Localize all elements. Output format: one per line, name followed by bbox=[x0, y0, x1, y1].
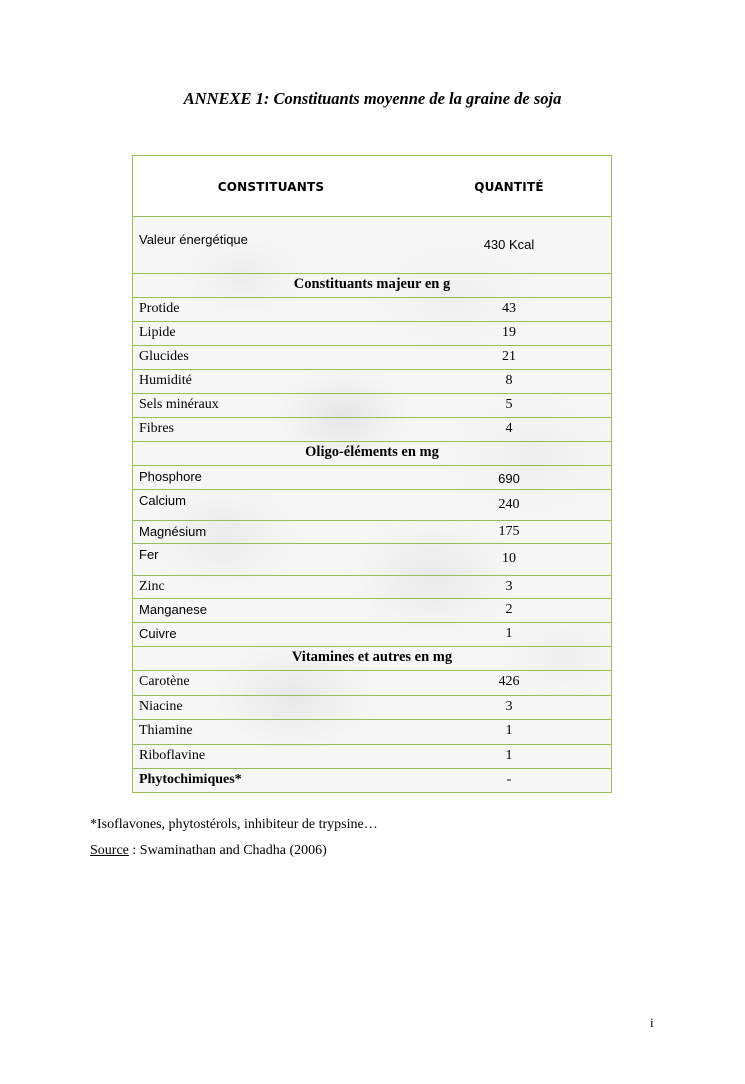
row-value: 175 bbox=[498, 524, 520, 539]
table-row bbox=[133, 745, 611, 769]
table-row bbox=[133, 544, 611, 576]
source-label: Source bbox=[90, 843, 129, 858]
row-label: Lipide bbox=[139, 325, 176, 340]
table-row bbox=[133, 370, 611, 394]
row-value: 1 bbox=[505, 626, 513, 641]
table-row bbox=[133, 322, 611, 346]
section-row bbox=[133, 442, 611, 466]
table-row bbox=[133, 576, 611, 599]
row-label: Sels minéraux bbox=[139, 397, 219, 412]
table-row bbox=[133, 346, 611, 370]
row-value: 1 bbox=[505, 748, 513, 763]
row-label: Humidité bbox=[139, 373, 192, 388]
row-value: 1 bbox=[505, 723, 513, 738]
row-value: 690 bbox=[498, 471, 520, 486]
row-label: Thiamine bbox=[139, 723, 193, 738]
row-label: Cuivre bbox=[139, 626, 177, 641]
row-label: Zinc bbox=[139, 579, 165, 594]
table-row bbox=[133, 769, 611, 793]
table-row bbox=[133, 599, 611, 623]
row-value: 43 bbox=[502, 301, 516, 316]
row-value: 19 bbox=[502, 325, 516, 340]
energy-row bbox=[133, 216, 611, 274]
table-row bbox=[133, 521, 611, 544]
row-value: 21 bbox=[502, 349, 516, 364]
constituents-table bbox=[132, 155, 612, 793]
table-row bbox=[133, 720, 611, 745]
table-row bbox=[133, 696, 611, 720]
row-label: Manganese bbox=[139, 602, 207, 617]
table-row bbox=[133, 490, 611, 521]
row-label: Fibres bbox=[139, 421, 174, 436]
row-value: 2 bbox=[505, 602, 513, 617]
table-row bbox=[133, 623, 611, 647]
row-label: Carotène bbox=[139, 674, 190, 689]
row-label: Protide bbox=[139, 301, 180, 316]
page-number: i bbox=[650, 1015, 654, 1030]
table-row bbox=[133, 298, 611, 322]
row-value: 4 bbox=[505, 421, 513, 436]
row-label: Glucides bbox=[139, 349, 189, 364]
row-label: Riboflavine bbox=[139, 748, 206, 763]
table-row bbox=[133, 671, 611, 696]
section-row bbox=[133, 274, 611, 298]
row-value: 10 bbox=[502, 551, 516, 566]
row-value: 240 bbox=[498, 497, 520, 512]
table-row bbox=[133, 418, 611, 442]
row-label: Phosphore bbox=[139, 469, 202, 484]
table-row bbox=[133, 466, 611, 490]
row-label: Fer bbox=[139, 547, 159, 562]
section-title: Oligo-éléments en mg bbox=[305, 444, 439, 460]
row-value: 426 bbox=[498, 674, 520, 689]
row-value: 5 bbox=[505, 397, 513, 412]
row-value: 8 bbox=[505, 373, 513, 388]
row-label: Magnésium bbox=[139, 524, 207, 539]
table-row bbox=[133, 394, 611, 418]
row-value: 3 bbox=[505, 579, 513, 594]
row-value: - bbox=[506, 772, 512, 787]
section-title: Constituants majeur en g bbox=[293, 276, 451, 292]
page-title: ANNEXE 1: Constituants moyenne de la graine de soja bbox=[183, 89, 562, 108]
source-text: : Swaminathan and Chadha (2006) bbox=[128, 843, 327, 858]
row-label: Calcium bbox=[139, 493, 186, 508]
header-constituants: CONSTITUANTS bbox=[217, 180, 325, 194]
source-line bbox=[90, 843, 327, 859]
table-header bbox=[133, 156, 611, 217]
section-row bbox=[133, 647, 611, 671]
energy-value: 430 Kcal bbox=[483, 237, 535, 252]
row-label: Phytochimiques* bbox=[139, 772, 242, 787]
section-title: Vitamines et autres en mg bbox=[291, 649, 453, 665]
row-label: Niacine bbox=[139, 699, 183, 714]
row-value: 3 bbox=[505, 699, 513, 714]
energy-label: Valeur énergétique bbox=[139, 232, 248, 247]
footnote: *Isoflavones, phytostérols, inhibiteur de trypsine… bbox=[90, 817, 378, 832]
header-quantite: QUANTITÉ bbox=[474, 180, 544, 194]
